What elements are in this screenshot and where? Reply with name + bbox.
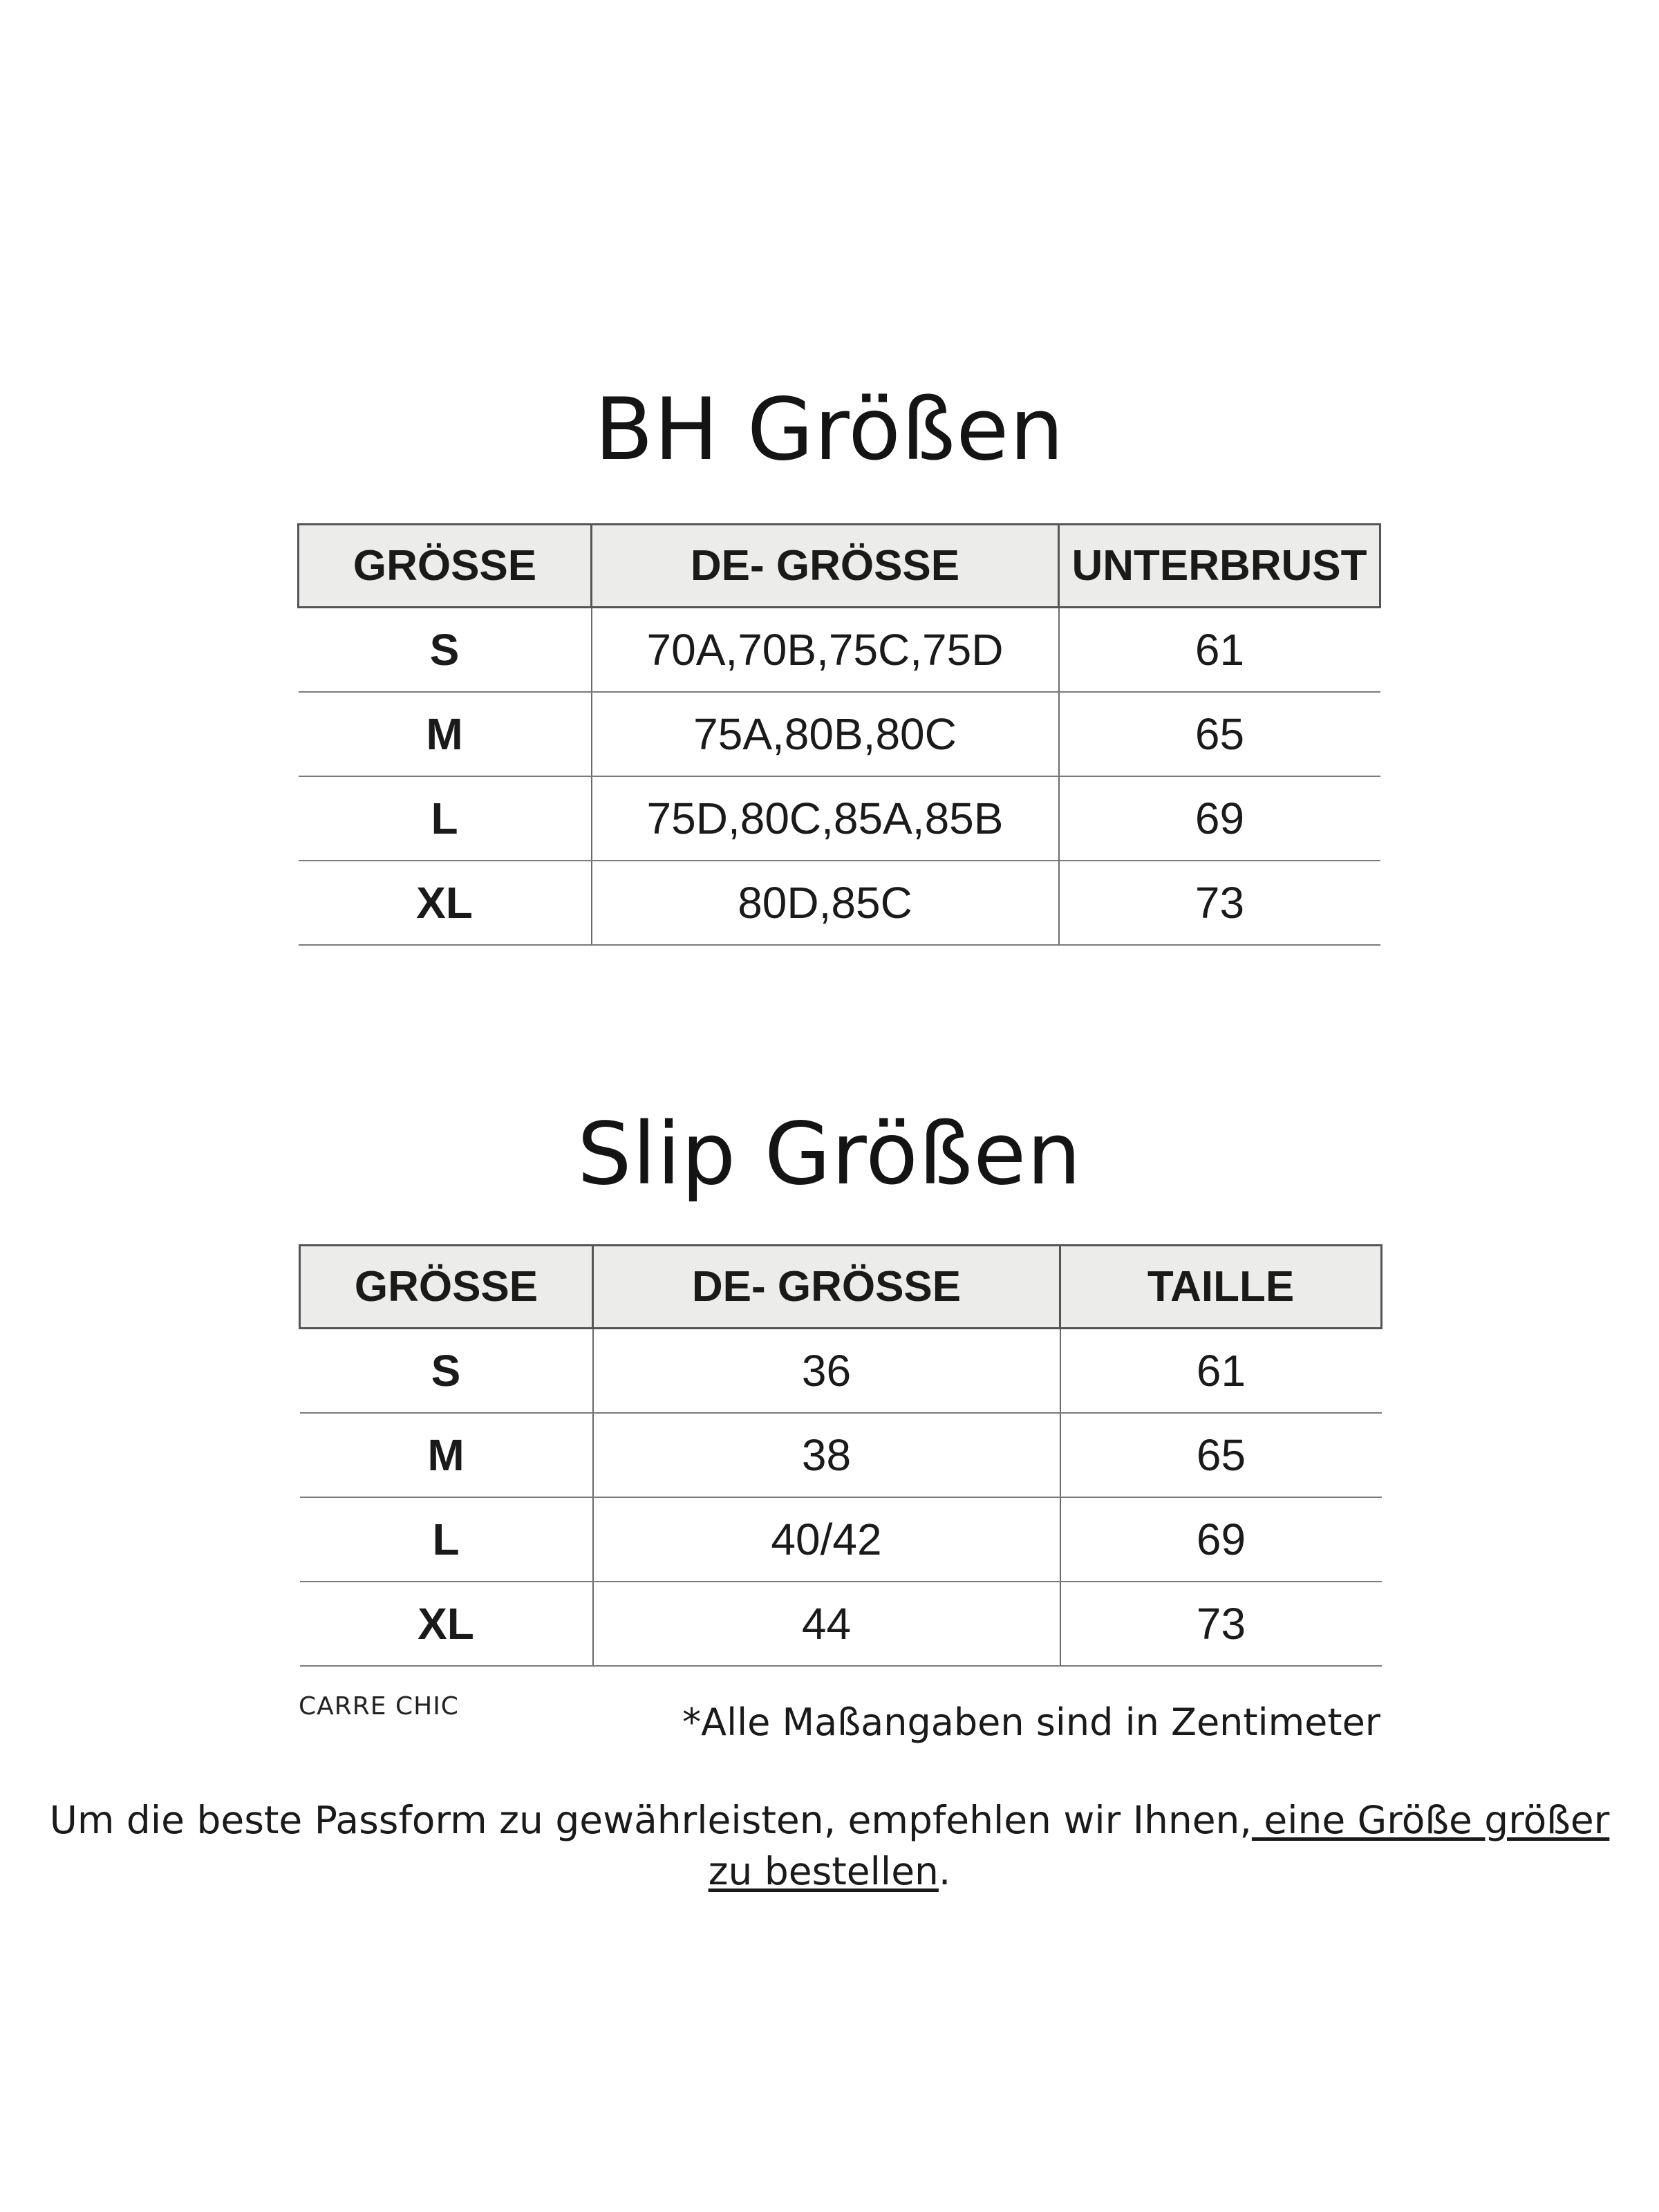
size-cell: S [300, 1329, 593, 1414]
bh-size-table [297, 523, 1381, 946]
bh-sizes-title: BH Größen [594, 380, 1065, 480]
table-row [299, 692, 1380, 776]
slip-sizes-title: Slip Größen [577, 1105, 1082, 1204]
table-row [300, 1329, 1382, 1414]
brand-label: CARRE CHIC [299, 1692, 459, 1721]
table-row [299, 608, 1380, 693]
de-size-cell: 40/42 [593, 1497, 1060, 1582]
size-cell: S [299, 608, 592, 693]
column-header-waist: TAILLE [1060, 1246, 1382, 1329]
size-cell: L [299, 776, 592, 861]
table-row [300, 1582, 1382, 1666]
de-size-cell: 75A,80B,80C [592, 692, 1059, 776]
de-size-cell: 80D,85C [592, 861, 1059, 945]
table-row [300, 1413, 1382, 1497]
de-size-cell: 36 [593, 1329, 1060, 1414]
advice-text: Um die beste Passform zu gewährleisten, empfehlen wir Ihnen, [49, 1798, 1252, 1842]
table-row [300, 1497, 1382, 1582]
column-header-underbust: UNTERBRUST [1059, 525, 1380, 608]
fit-advice-text [41, 1794, 1618, 1897]
de-size-cell: 70A,70B,75C,75D [592, 608, 1059, 693]
table-header-row [299, 525, 1380, 608]
table-row [299, 861, 1380, 945]
column-header-size: GRÖSSE [300, 1246, 593, 1329]
waist-cell: 65 [1060, 1413, 1382, 1497]
de-size-cell: 38 [593, 1413, 1060, 1497]
waist-cell: 61 [1060, 1329, 1382, 1414]
advice-link[interactable]: eine Größe größer zu bestellen [708, 1798, 1610, 1893]
advice-end: . [938, 1849, 951, 1893]
size-cell: M [299, 692, 592, 776]
size-cell: L [300, 1497, 593, 1582]
column-header-de-size: DE- GRÖSSE [593, 1246, 1060, 1329]
column-header-size: GRÖSSE [299, 525, 592, 608]
de-size-cell: 44 [593, 1582, 1060, 1666]
waist-cell: 73 [1060, 1582, 1382, 1666]
column-header-de-size: DE- GRÖSSE [592, 525, 1059, 608]
table-row [299, 776, 1380, 861]
de-size-cell: 75D,80C,85A,85B [592, 776, 1059, 861]
slip-size-table [299, 1244, 1382, 1667]
size-cell: M [300, 1413, 593, 1497]
underbust-cell: 65 [1059, 692, 1380, 776]
underbust-cell: 73 [1059, 861, 1380, 945]
measurement-note: *Alle Maßangaben sind in Zentimeter [682, 1700, 1380, 1744]
underbust-cell: 61 [1059, 608, 1380, 693]
size-cell: XL [300, 1582, 593, 1666]
size-cell: XL [299, 861, 592, 945]
table-header-row [300, 1246, 1382, 1329]
underbust-cell: 69 [1059, 776, 1380, 861]
waist-cell: 69 [1060, 1497, 1382, 1582]
